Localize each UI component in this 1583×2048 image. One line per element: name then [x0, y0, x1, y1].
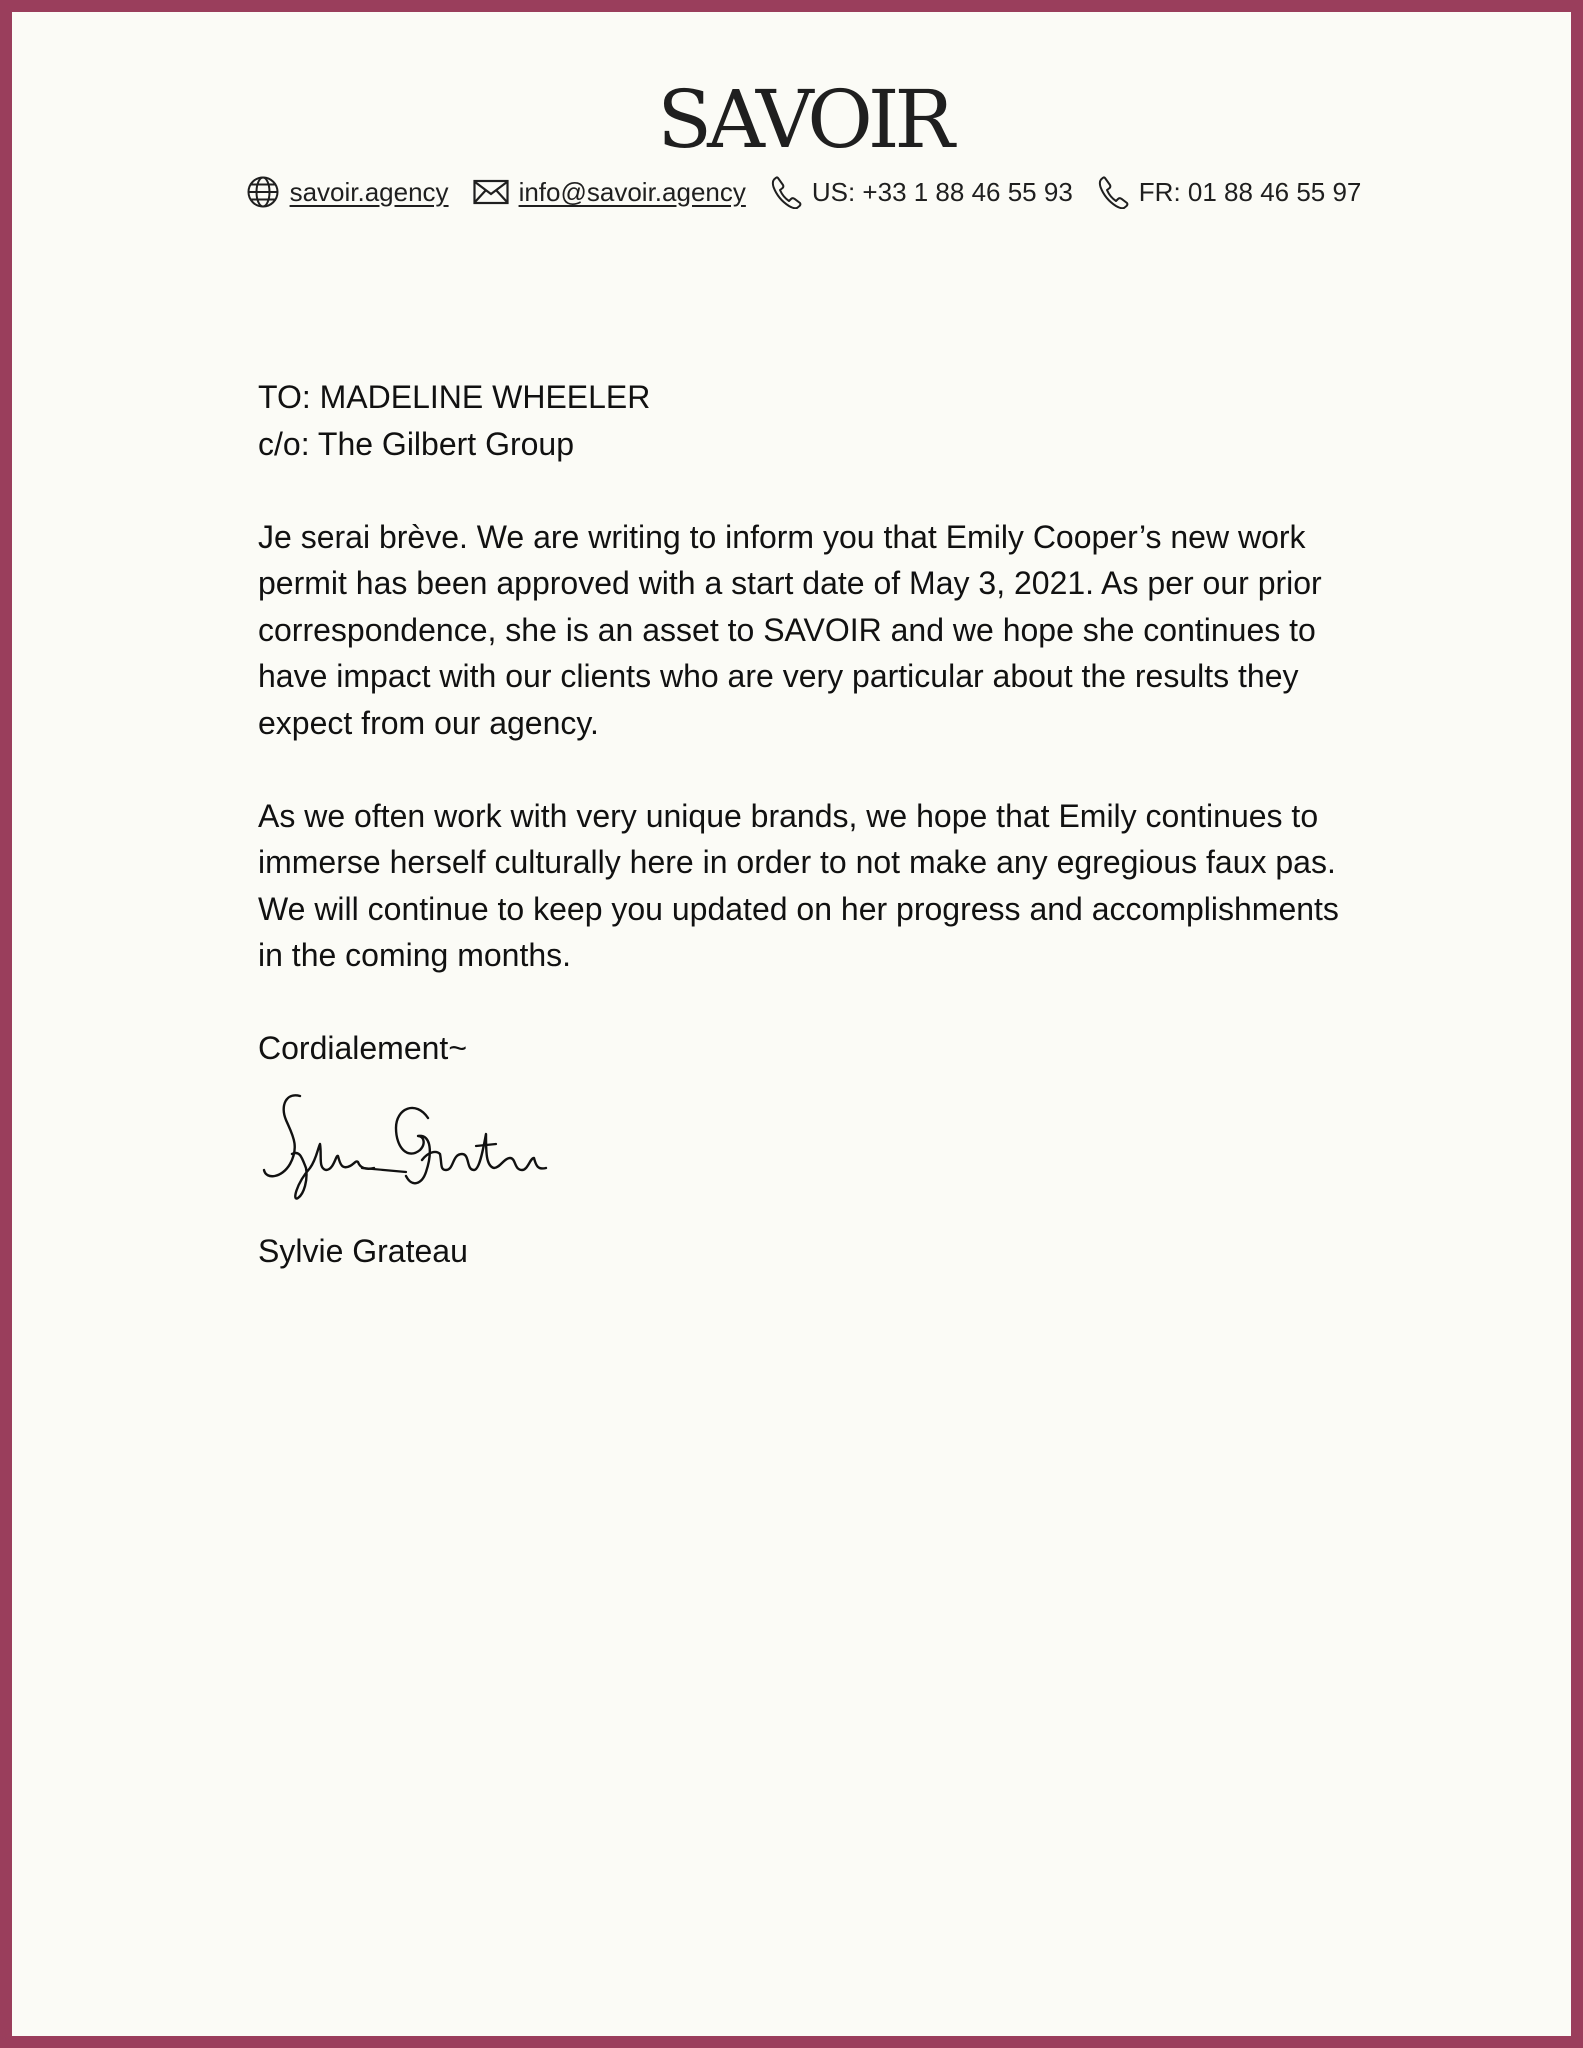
envelope-icon [473, 179, 509, 205]
phone-icon [770, 175, 802, 209]
contact-bar [12, 172, 1583, 212]
website-link[interactable]: savoir.agency [289, 176, 449, 207]
fr-phone-number: FR: 01 88 46 55 97 [1138, 176, 1362, 207]
email-link[interactable]: info@savoir.agency [518, 176, 746, 207]
handwritten-signature [256, 1084, 556, 1204]
fr-phone-contact [1097, 175, 1362, 209]
body-paragraph-2: As we often work with very unique brands, we hope that Emily continues to immerse herself culturally here in order to not make any egregious faux pas. We will continue to keep you updated on her progress and accomplishments in the coming months. [258, 797, 1339, 973]
us-phone-number: US: +33 1 88 46 55 93 [811, 176, 1073, 207]
brand-logo: SAVOIR [657, 73, 950, 166]
closing-line: Cordialement~ [258, 1030, 467, 1066]
us-phone-contact [770, 175, 1073, 209]
care-of-line: c/o: The Gilbert Group [258, 425, 574, 462]
phone-icon [1097, 175, 1129, 209]
signer-name: Sylvie Grateau [258, 1233, 468, 1269]
letter-body [258, 374, 1358, 1072]
website-contact [246, 175, 449, 209]
body-paragraph-1: Je serai brève. We are writing to inform you that Emily Cooper’s new work permit has been approved with a start date of May 3, 2021. As per our prior correspondence, she is an asset to SAVOIR and we hope she continues to have impact with our clients who are very particular about the results they expect from our agency. [258, 518, 1322, 741]
recipient-line: TO: MADELINE WHEELER [258, 379, 651, 415]
email-contact [473, 177, 746, 208]
globe-icon [246, 175, 280, 209]
